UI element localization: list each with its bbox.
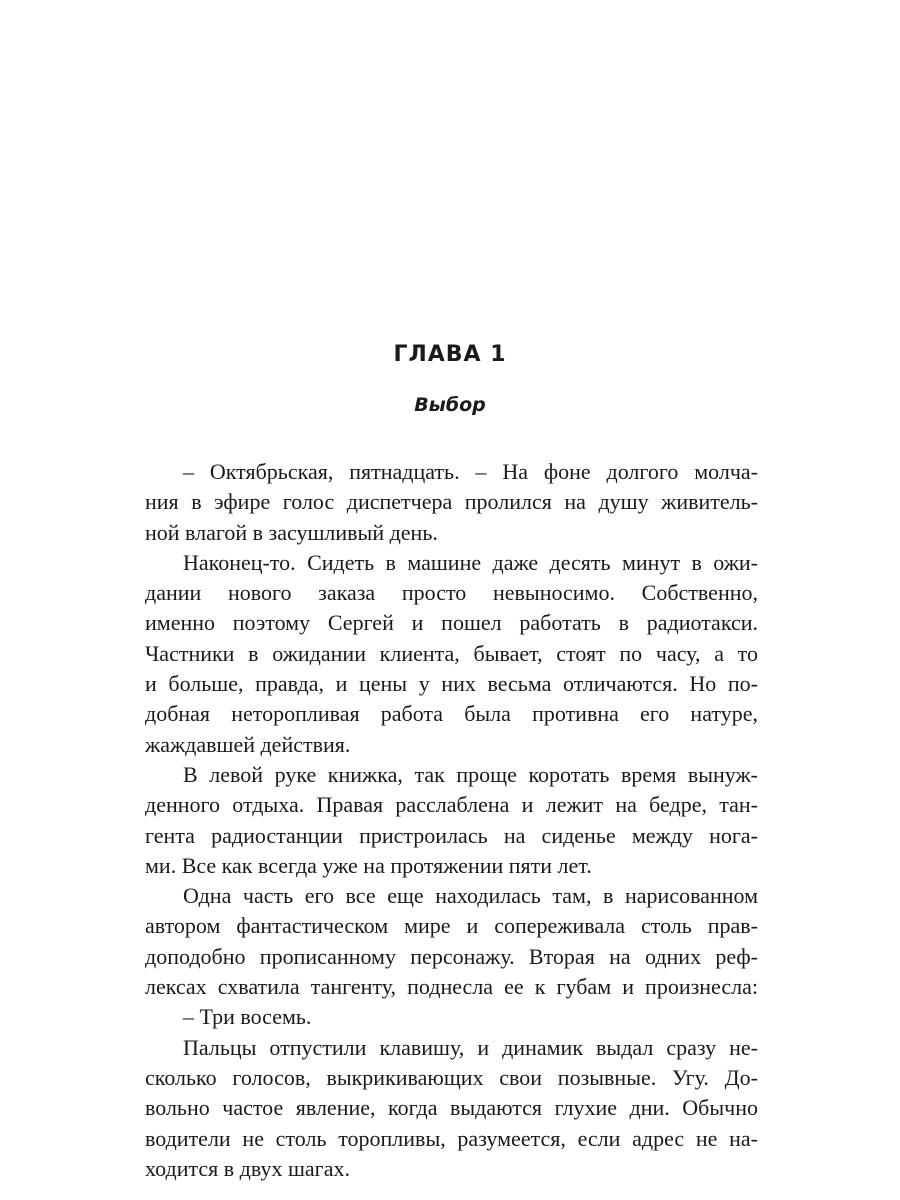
- text-line: сколько голосов, выкрикивающих свои позывные. Угу. До-: [145, 1064, 758, 1090]
- text-line: жаждавшей действия.: [145, 731, 351, 757]
- text-line: дании нового заказа просто невыносимо. Собственно,: [145, 580, 758, 606]
- chapter-subtitle: Выбор: [414, 394, 486, 416]
- text-line: – Три восемь.: [183, 1004, 312, 1030]
- text-line: ной влагой в засушливый день.: [145, 519, 438, 545]
- text-line: Пальцы отпустили клавишу, и динамик выдал сразу не-: [183, 1034, 758, 1060]
- chapter-title: ГЛАВА 1: [393, 342, 507, 367]
- text-line: ния в эфире голос диспетчера пролился на душу живитель-: [145, 489, 758, 515]
- text-line: водители не столь торопливы, разумеется, если адрес не на-: [145, 1125, 758, 1151]
- text-line: Частники в ожидании клиента, бывает, стоят по часу, а то: [145, 640, 758, 666]
- text-line: лексах схватила тангенту, поднесла ее к губам и произнесла:: [145, 974, 758, 1000]
- text-line: и больше, правда, и цены у них весьма отличаются. Но по-: [145, 671, 758, 697]
- text-line: ходится в двух шагах.: [145, 1155, 350, 1181]
- text-line: именно поэтому Сергей и пошел работать в радиотакси.: [145, 610, 758, 636]
- text-line: Наконец-то. Сидеть в машине даже десять минут в ожи-: [183, 549, 758, 575]
- text-line: В левой руке книжка, так проще коротать время вынуж-: [183, 761, 758, 787]
- text-line: вольно частое явление, когда выдаются глухие дни. Обычно: [145, 1095, 758, 1121]
- text-line: Одна часть его все еще находилась там, в нарисованном: [183, 883, 758, 909]
- text-line: денного отдыха. Правая расслаблена и лежит на бедре, тан-: [145, 792, 758, 818]
- text-line: автором фантастическом мире и сопереживала столь прав-: [145, 913, 758, 939]
- text-line: добная неторопливая работа была противна его натуре,: [145, 701, 758, 727]
- chapter-body: [145, 457, 758, 1184]
- text-line: гента радиостанции пристроилась на сиденье между нога-: [145, 822, 758, 848]
- text-line: доподобно прописанному персонажу. Вторая на одних реф-: [145, 943, 758, 969]
- text-line: ми. Все как всегда уже на протяжении пяти лет.: [145, 852, 592, 878]
- text-line: – Октябрьская, пятнадцать. – На фоне долгого молча-: [183, 459, 758, 484]
